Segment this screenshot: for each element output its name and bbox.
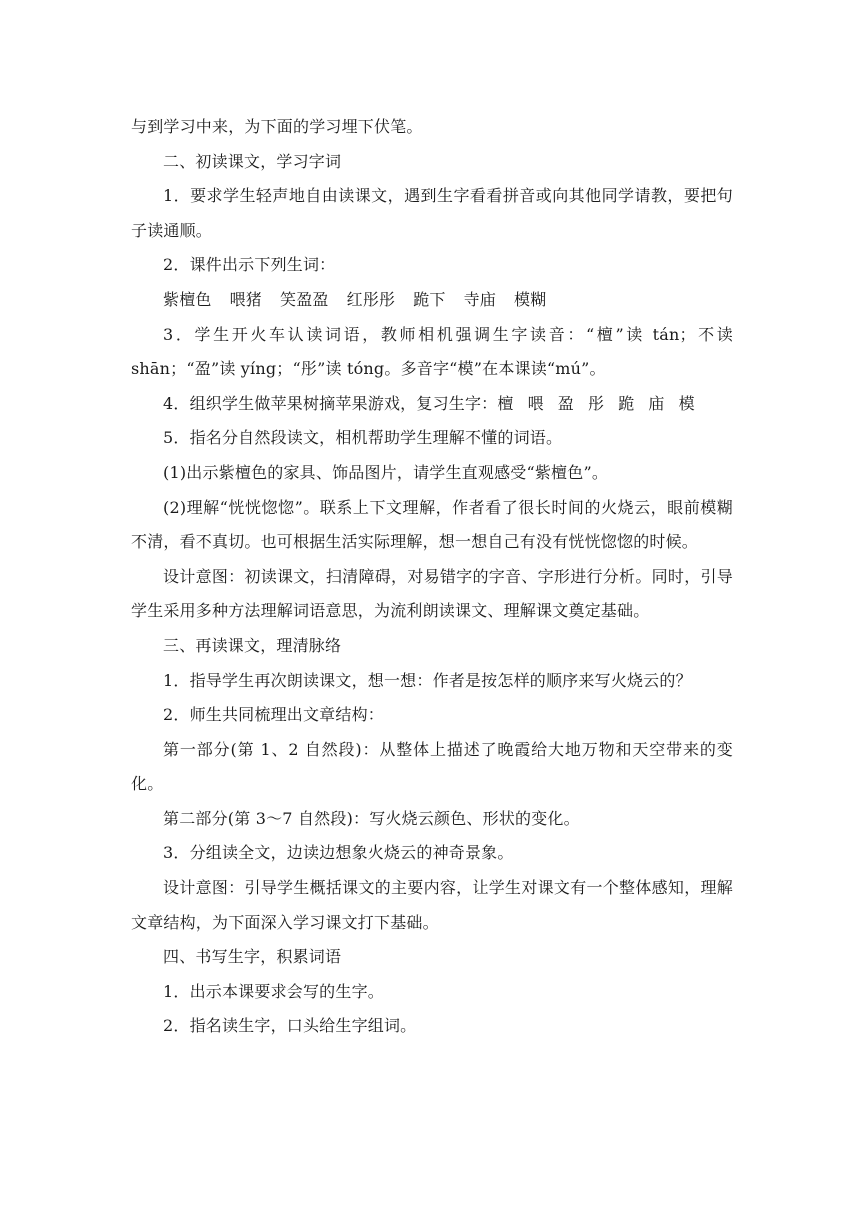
review-char: 檀 bbox=[497, 393, 514, 413]
section-heading-3: 三、再读课文，理清脉络 bbox=[163, 635, 342, 655]
vocab-word: 模糊 bbox=[514, 289, 547, 309]
design-intent-1: 设计意图：初读课文，扫清障碍，对易错字的字音、字形进行分析。同时，引导学生采用多种方法理解词语意思，为流利朗读课文、理解课文奠定基础。 bbox=[131, 566, 733, 621]
design-intent-2: 设计意图：引导学生概括课文的主要内容，让学生对课文有一个整体感知，理解文章结构，为下面深入学习课文打下基础。 bbox=[131, 878, 733, 932]
document-page bbox=[131, 110, 733, 1044]
section-heading-2: 二、初读课文，学习字词 bbox=[163, 151, 342, 171]
paragraph-step-1: 1．要求学生轻声地自由读课文，遇到生字看看拼音或向其他同学请教，要把句子读通顺。 bbox=[131, 186, 733, 240]
paragraph-step-2: 2．课件出示下列生词： bbox=[163, 255, 336, 275]
paragraph-step-3: 3．学生开火车认读词语，教师相机强调生字读音：“檀”读 tán；不读 shān；“盈”读 yíng；“彤”读 tóng。多音字“模”在本课读“mú”。 bbox=[131, 324, 733, 379]
paragraph-write-1: 1．出示本课要求会写的生字。 bbox=[163, 981, 384, 1001]
vocab-word: 寺庙 bbox=[463, 289, 497, 309]
review-char: 喂 bbox=[527, 393, 544, 413]
review-char: 庙 bbox=[648, 393, 665, 413]
paragraph-reread-2: 2．师生共同梳理出文章结构： bbox=[163, 705, 384, 725]
paragraph-reread-1: 1．指导学生再次朗读课文，想一想：作者是按怎样的顺序来写火烧云的？ bbox=[163, 670, 692, 690]
vocab-word: 喂猪 bbox=[229, 289, 263, 309]
paragraph-sub-1: (1)出示紫檀色的家具、饰品图片，请学生直观感受“紫檀色”。 bbox=[163, 462, 609, 482]
review-char: 彤 bbox=[588, 393, 605, 413]
paragraph-reread-3: 3．分组读全文，边读边想象火烧云的神奇景象。 bbox=[163, 843, 514, 863]
step-4-text: 4．组织学生做苹果树摘苹果游戏，复习生字： bbox=[163, 393, 498, 413]
vocab-word: 紫檀色 bbox=[163, 289, 212, 309]
section-heading-4: 四、书写生字，积累词语 bbox=[163, 947, 342, 967]
paragraph-step-4 bbox=[131, 387, 733, 422]
vocab-word: 红彤彤 bbox=[346, 289, 396, 309]
vocab-word: 笑盈盈 bbox=[280, 289, 329, 309]
paragraph-part-1: 第一部分(第 1、2 自然段)：从整体上描述了晚霞给大地万物和天空带来的变化。 bbox=[131, 739, 733, 794]
vocab-word-list bbox=[131, 283, 733, 318]
paragraph-sub-2: (2)理解“恍恍惚惚”。联系上下文理解，作者看了很长时间的火烧云，眼前模糊不清，看不真切。也可根据生活实际理解，想一想自己有没有恍恍惚惚的时候。 bbox=[131, 497, 733, 552]
paragraph-write-2: 2．指名读生字，口头给生字组词。 bbox=[163, 1016, 417, 1036]
review-char: 盈 bbox=[557, 393, 574, 413]
vocab-word: 跪下 bbox=[413, 289, 446, 309]
paragraph-intro-continued: 与到学习中来，为下面的学习埋下伏笔。 bbox=[131, 117, 423, 136]
review-char: 模 bbox=[678, 393, 695, 413]
paragraph-step-5: 5．指名分自然段读文，相机帮助学生理解不懂的词语。 bbox=[163, 428, 563, 448]
review-char: 跪 bbox=[618, 393, 635, 413]
paragraph-part-2: 第二部分(第 3～7 自然段)：写火烧云颜色、形状的变化。 bbox=[163, 808, 580, 828]
